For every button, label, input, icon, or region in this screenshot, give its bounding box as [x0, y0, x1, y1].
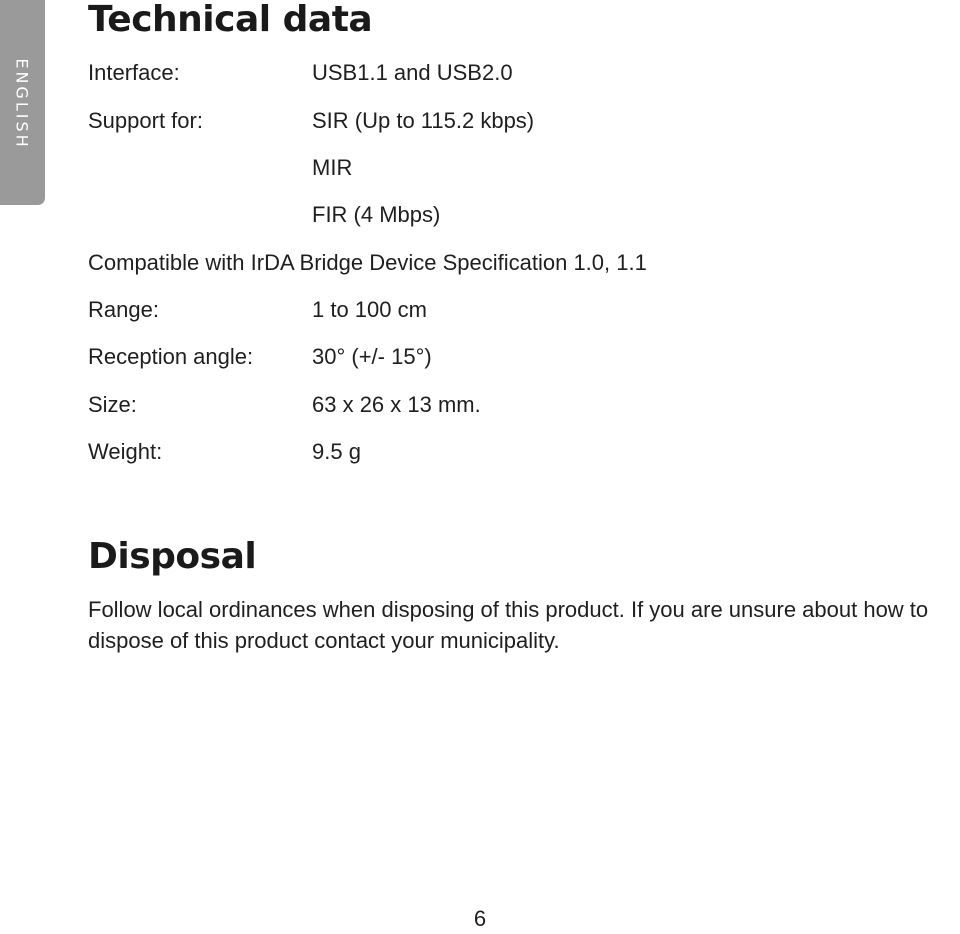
support-value-mir: MIR [312, 155, 353, 180]
support-value-fir: FIR (4 Mbps) [312, 202, 441, 227]
reception-angle-label: Reception angle: [88, 344, 254, 369]
range-value: 1 to 100 cm [312, 297, 427, 322]
support-value-sir: SIR (Up to 115.2 kbps) [312, 108, 535, 133]
support-label: Support for: [88, 108, 203, 133]
compatibility-note: Compatible with IrDA Bridge Device Specification 1.0, 1.1 [88, 250, 647, 275]
page-number: 6 [473, 906, 487, 931]
size-label: Size: [88, 392, 137, 417]
language-tab [0, 0, 45, 205]
interface-label: Interface: [88, 60, 180, 85]
disposal-heading: Disposal [88, 536, 257, 577]
weight-value: 9.5 g [312, 439, 361, 464]
range-label: Range: [88, 297, 159, 322]
size-value: 63 x 26 x 13 mm. [312, 392, 481, 417]
interface-value: USB1.1 and USB2.0 [312, 60, 513, 85]
reception-angle-value: 30° (+/- 15°) [312, 344, 432, 369]
language-tab-label: ENGLISH [12, 58, 32, 150]
technical-data-heading: Technical data [88, 0, 373, 40]
weight-label: Weight: [88, 439, 163, 464]
disposal-text: Follow local ordinances when disposing of this product. If you are unsure about how to dispose of this product contact your municipality. [88, 597, 929, 653]
